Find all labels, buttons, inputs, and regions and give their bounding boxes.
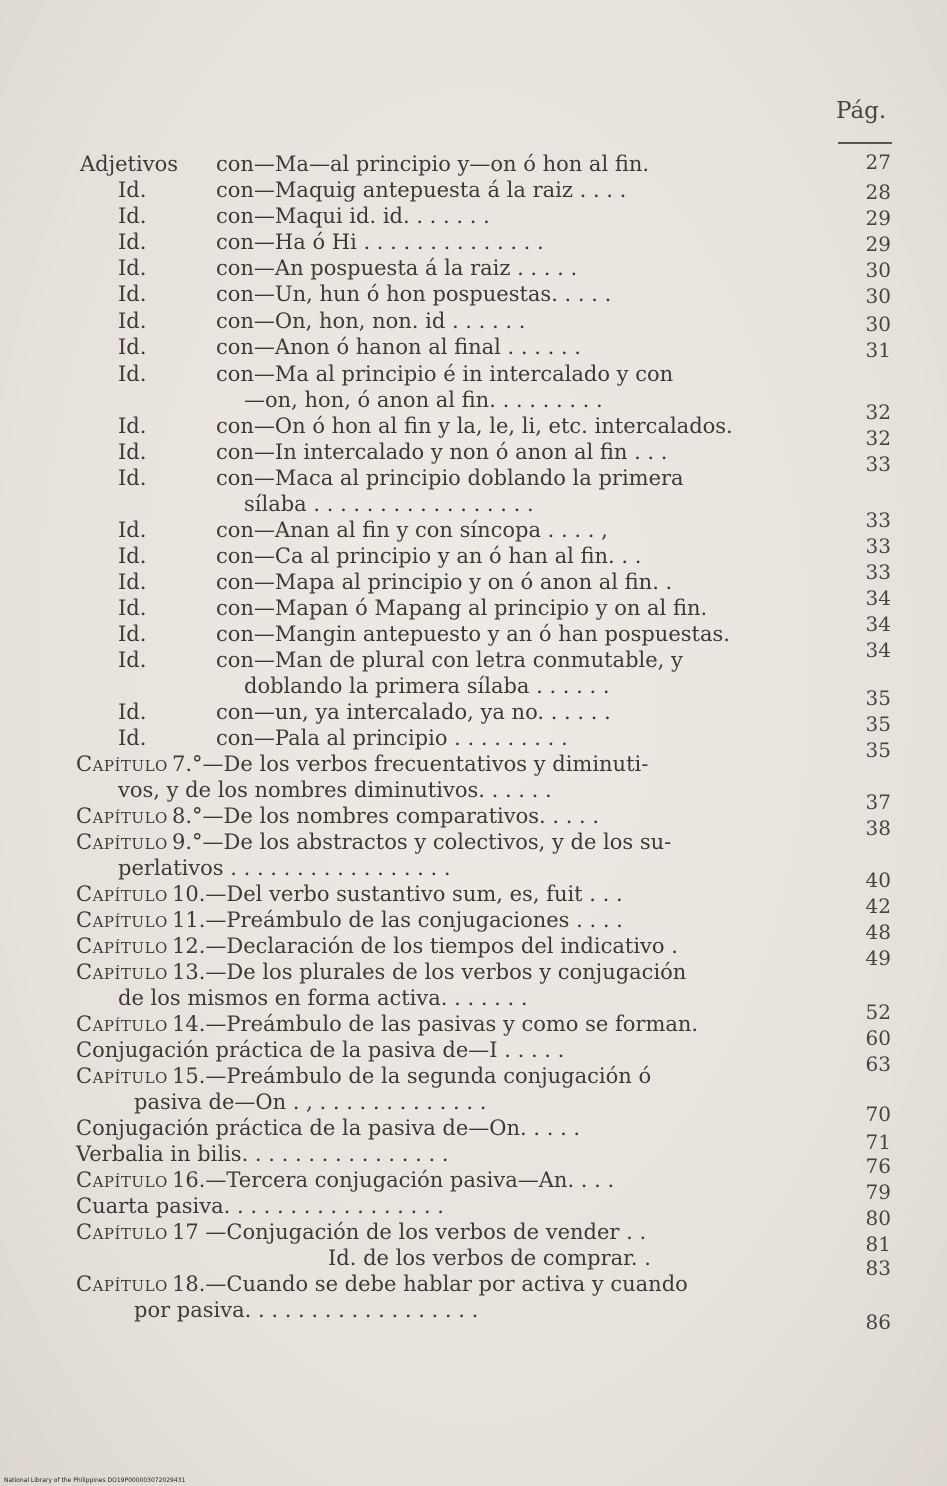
entry-text: Id. de los verbos de comprar. . <box>328 1246 651 1270</box>
toc-entry <box>0 360 947 388</box>
toc-entry <box>0 254 947 282</box>
toc-entry <box>0 724 947 762</box>
entry-label: Capítulo <box>76 934 168 958</box>
entry-page-number: 29 <box>865 232 891 256</box>
entry-text: con—Anon ó hanon al final . . . . . . <box>216 335 581 359</box>
library-footer: National Library of the Philippines DO19P000003072029431 <box>4 1477 186 1484</box>
toc-entry <box>0 307 947 335</box>
entry-page-number: 80 <box>865 1206 891 1230</box>
entry-text: con—In intercalado y non ó anon al fin . . . <box>216 440 668 464</box>
entry-page-number: 48 <box>865 920 891 944</box>
entry-text: con—Ha ó Hi . . . . . . . . . . . . . . <box>216 230 544 254</box>
entry-label: Id. <box>118 309 147 333</box>
toc-entry <box>0 1244 947 1280</box>
toc-entry <box>0 1166 947 1204</box>
entry-label: Id. <box>118 570 147 594</box>
entry-page-number: 70 <box>865 1102 891 1126</box>
entry-text: con—Ma—al principio y—on ó hon al fin. <box>216 152 650 176</box>
entry-page-number: 63 <box>865 1052 891 1076</box>
entry-page-number: 33 <box>865 560 891 584</box>
toc-entry <box>0 386 947 424</box>
entry-text: con—un, ya intercalado, ya no. . . . . . <box>216 700 611 724</box>
entry-text: con—On, hon, non. id . . . . . . <box>216 309 526 333</box>
entry-text: con—Mangin antepuesto y an ó han pospuestas. <box>216 622 730 646</box>
entry-page-number: 49 <box>865 946 891 970</box>
toc-entry <box>0 672 947 710</box>
entry-label: Id. <box>118 648 147 672</box>
entry-page-number: 37 <box>865 790 891 814</box>
entry-label: Capítulo <box>76 752 168 776</box>
entry-page-number: 34 <box>865 638 891 662</box>
entry-page-number: 30 <box>865 312 891 336</box>
toc-entry <box>0 412 947 450</box>
entry-label: Id. <box>118 256 147 280</box>
entry-page-number: 79 <box>865 1180 891 1204</box>
entry-text: Conjugación práctica de la pasiva de—On. . . . . <box>76 1116 581 1140</box>
entry-text: Conjugación práctica de la pasiva de—I . . . . . <box>76 1038 565 1062</box>
toc-entry <box>0 464 947 492</box>
entry-text: con—Un, hun ó hon pospuestas. . . . . <box>216 282 612 306</box>
entry-label: Id. <box>118 544 147 568</box>
entry-text: con—Man de plural con letra conmutable, y <box>216 648 683 672</box>
entry-page-number: 28 <box>865 180 891 204</box>
toc-entry <box>0 932 947 970</box>
entry-text: con—Mapan ó Mapang al principio y on al fin. <box>216 596 708 620</box>
toc-entry <box>0 828 947 856</box>
entry-label: Id. <box>118 440 147 464</box>
toc-entry <box>0 1192 947 1230</box>
entry-text: 15.—Preámbulo de la segunda conjugación ó <box>172 1064 652 1088</box>
entry-page-number: 32 <box>865 426 891 450</box>
entry-label: Id. <box>118 466 147 490</box>
toc-entry <box>0 958 947 986</box>
entry-text: 7.°—De los verbos frecuentativos y diminuti- <box>172 752 649 776</box>
entry-label: Capítulo <box>76 1064 168 1088</box>
entry-label: Id. <box>118 726 147 750</box>
entry-text: sílaba . . . . . . . . . . . . . . . . . <box>244 492 534 516</box>
entry-page-number: 33 <box>865 508 891 532</box>
entry-label: Id. <box>118 362 147 386</box>
entry-label: Capítulo <box>76 1012 168 1036</box>
entry-text: Verbalia in bilis. . . . . . . . . . . . . . . . <box>76 1142 449 1166</box>
entry-page-number: 32 <box>865 400 891 424</box>
entry-page-number: 30 <box>865 258 891 282</box>
entry-text: pasiva de—On . , . . . . . . . . . . . . . <box>134 1090 487 1114</box>
entry-page-number: 27 <box>865 150 891 174</box>
entry-page-number: 33 <box>865 534 891 558</box>
entry-label: Id. <box>118 282 147 306</box>
entry-page-number: 83 <box>865 1256 891 1280</box>
toc-entry <box>0 1062 947 1090</box>
toc-entry <box>0 228 947 256</box>
toc-entry <box>0 854 947 892</box>
entry-label: Capítulo <box>76 830 168 854</box>
entry-text: vos, y de los nombres diminutivos. . . . . . <box>118 778 552 802</box>
entry-text: perlativos . . . . . . . . . . . . . . . . . <box>118 856 451 880</box>
entry-label: Capítulo <box>76 908 168 932</box>
entry-text: por pasiva. . . . . . . . . . . . . . . . . . <box>134 1298 479 1322</box>
entry-text: con—Mapa al principio y on ó anon al fin. . <box>216 570 673 594</box>
entry-page-number: 35 <box>865 686 891 710</box>
entry-label: Capítulo <box>76 1220 168 1244</box>
entry-text: con—Maca al principio doblando la primera <box>216 466 684 490</box>
entry-label: Id. <box>118 230 147 254</box>
entry-page-number: 35 <box>865 738 891 762</box>
entry-label: Id. <box>118 596 147 620</box>
entry-label: Id. <box>118 622 147 646</box>
entry-page-number: 42 <box>865 894 891 918</box>
entry-page-number: 52 <box>865 1000 891 1024</box>
toc-entry <box>0 776 947 814</box>
entry-text: con—Maquig antepuesta á la raiz . . . . <box>216 178 627 202</box>
entry-page-number: 86 <box>865 1310 891 1334</box>
toc-entry <box>0 1088 947 1126</box>
entry-page-number: 34 <box>865 586 891 610</box>
page-column-header: Pág. <box>836 98 887 124</box>
toc-entry <box>0 646 947 674</box>
toc-entry <box>0 750 947 778</box>
entry-text: con—On ó hon al fin y la, le, li, etc. intercalados. <box>216 414 733 438</box>
entry-text: doblando la primera sílaba . . . . . . <box>244 674 610 698</box>
entry-page-number: 81 <box>865 1232 891 1256</box>
entry-text: 18.—Cuando se debe hablar por activa y cuando <box>172 1272 688 1296</box>
entry-page-number: 60 <box>865 1026 891 1050</box>
entry-page-number: 35 <box>865 712 891 736</box>
entry-text: con—Ca al principio y an ó han al fin. . . <box>216 544 642 568</box>
toc-entry <box>0 1218 947 1256</box>
entry-page-number: 29 <box>865 206 891 230</box>
entry-text: 12.—Declaración de los tiempos del indicativo . <box>172 934 678 958</box>
entry-page-number: 30 <box>865 284 891 308</box>
entry-label: Id. <box>118 204 147 228</box>
entry-page-number: 40 <box>865 868 891 892</box>
toc-entry <box>0 802 947 840</box>
entry-text: con—Maqui id. id. . . . . . . <box>216 204 490 228</box>
entry-label: Id. <box>118 414 147 438</box>
entry-page-number: 31 <box>865 338 891 362</box>
entry-page-number: 33 <box>865 452 891 476</box>
toc-entry <box>0 880 947 918</box>
entry-text: 16.—Tercera conjugación pasiva—An. . . . <box>172 1168 615 1192</box>
entry-page-number: 34 <box>865 612 891 636</box>
entry-page-number: 76 <box>865 1154 891 1178</box>
entry-label: Id. <box>118 700 147 724</box>
entry-label: Capítulo <box>76 804 168 828</box>
toc-entry <box>0 906 947 944</box>
entry-label: Id. <box>118 178 147 202</box>
toc-entry <box>0 333 947 361</box>
entry-text: 9.°—De los abstractos y colectivos, y de los su- <box>172 830 672 854</box>
entry-text: 8.°—De los nombres comparativos. . . . . <box>172 804 600 828</box>
entry-text: 17 —Conjugación de los verbos de vender . . <box>172 1220 647 1244</box>
toc-entry <box>0 280 947 308</box>
toc-entry <box>0 150 947 178</box>
entry-label: Capítulo <box>76 882 168 906</box>
toc-entry <box>0 1296 947 1334</box>
toc-entry <box>0 698 947 736</box>
entry-label: Capítulo <box>76 1272 168 1296</box>
entry-page-number: 71 <box>865 1130 891 1154</box>
toc-entry <box>0 1140 947 1178</box>
entry-label: Capítulo <box>76 960 168 984</box>
entry-text: de los mismos en forma activa. . . . . . . <box>118 986 528 1010</box>
toc-entry <box>0 438 947 476</box>
entry-text: 13.—De los plurales de los verbos y conjugación <box>172 960 687 984</box>
entry-text: 14.—Preámbulo de las pasivas y como se forman. <box>172 1012 699 1036</box>
entry-text: Cuarta pasiva. . . . . . . . . . . . . . . . . <box>76 1194 444 1218</box>
entry-text: 10.—Del verbo sustantivo sum, es, fuit . . . <box>172 882 623 906</box>
entry-page-number: 38 <box>865 816 891 840</box>
entry-label: Id. <box>118 518 147 542</box>
toc-entry <box>0 176 947 204</box>
entry-text: con—Anan al fin y con síncopa . . . . , <box>216 518 608 542</box>
entry-label: Capítulo <box>76 1168 168 1192</box>
entry-text: con—An pospuesta á la raiz . . . . . <box>216 256 578 280</box>
toc-entry <box>0 202 947 230</box>
toc-entry <box>0 1270 947 1298</box>
entry-label: Adjetivos <box>80 152 178 176</box>
entry-label: Id. <box>118 335 147 359</box>
entry-text: con—Pala al principio . . . . . . . . . <box>216 726 568 750</box>
entry-text: con—Ma al principio é in intercalado y con <box>216 362 674 386</box>
entry-text: —on, hon, ó anon al fin. . . . . . . . . <box>244 388 603 412</box>
entry-text: 11.—Preámbulo de las conjugaciones . . . . <box>172 908 623 932</box>
